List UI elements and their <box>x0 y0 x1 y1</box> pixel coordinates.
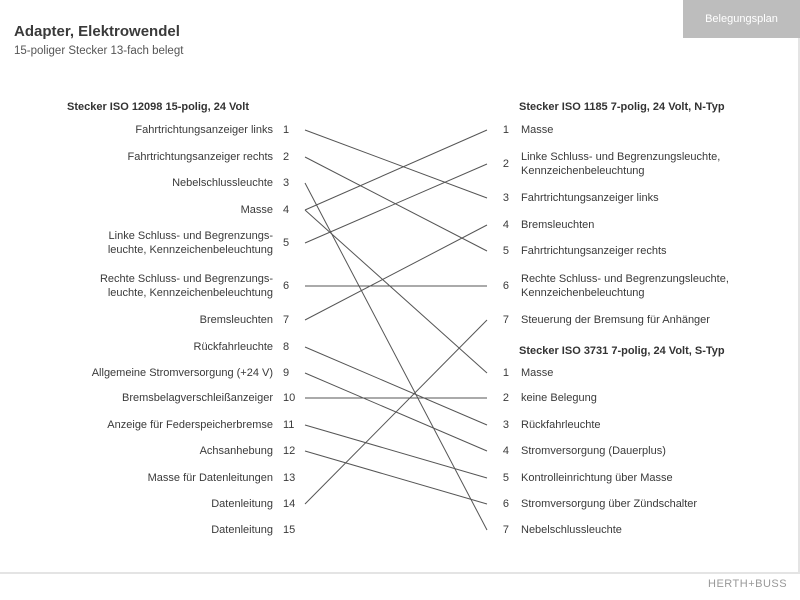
pin-label: Kontrolleinrichtung über Masse <box>521 472 673 484</box>
wire-L14-N7 <box>305 320 487 504</box>
pin-label: Masse <box>521 367 554 379</box>
left-pin-row <box>194 340 300 354</box>
pin-number: 12 <box>283 445 296 457</box>
pin-label: Stromversorgung über Zündschalter <box>521 498 698 510</box>
pin-number: 7 <box>502 524 509 536</box>
left-pin-row <box>200 313 299 327</box>
pin-number: 7 <box>502 314 509 326</box>
pin-number: 4 <box>283 204 290 216</box>
wire-L4-N1 <box>305 130 487 210</box>
pin-number: 15 <box>283 524 296 536</box>
pin-label: Linke Schluss- und Begrenzungs- leuchte, Kennzeichenbeleuchtung <box>107 230 273 256</box>
pin-number: 10 <box>283 392 296 404</box>
pin-label: Nebelschlussleuchte <box>521 524 622 536</box>
pin-number: 1 <box>502 367 509 379</box>
right-pin-row-s <box>499 471 673 485</box>
pin-label: Steuerung der Bremsung für Anhänger <box>521 314 710 326</box>
pin-label: Bremsbelagverschleißanzeiger <box>121 392 273 404</box>
pin-number: 7 <box>283 314 290 326</box>
pin-number: 1 <box>283 124 290 136</box>
pin-label: Rückfahrleuchte <box>521 419 601 431</box>
pin-number: 1 <box>502 124 509 136</box>
pin-label: Nebelschlussleuchte <box>172 177 273 189</box>
pin-label: keine Belegung <box>521 392 597 404</box>
plan-badge: Belegungsplan <box>683 0 800 38</box>
page-title: Adapter, Elektrowendel <box>14 23 180 40</box>
pin-number: 5 <box>502 245 509 257</box>
pin-label: Stromversorgung (Dauerplus) <box>521 445 666 457</box>
wire-L1-N3 <box>305 130 487 198</box>
pin-number: 6 <box>502 498 509 510</box>
right-pin-row-n <box>499 123 553 137</box>
pin-label: Datenleitung <box>211 498 273 510</box>
pin-label: Fahrtrichtungsanzeiger rechts <box>127 151 273 163</box>
brand-logo: HERTH+BUSS <box>708 578 788 590</box>
pin-number: 5 <box>502 472 509 484</box>
right-pin-row-n <box>499 218 594 232</box>
left-pin-row <box>135 123 299 137</box>
pin-label: Rückfahrleuchte <box>193 341 273 353</box>
right-connector-header-s: Stecker ISO 3731 7-polig, 24 Volt, S-Typ <box>519 345 725 357</box>
page-subtitle: 15-poliger Stecker 13-fach belegt <box>14 45 184 57</box>
wire-L8-S3 <box>305 347 487 425</box>
left-pin-row <box>211 497 299 511</box>
pin-number: 3 <box>283 177 290 189</box>
right-pin-row-s <box>499 444 666 458</box>
right-pin-row-s <box>499 391 597 405</box>
pin-label: Achsanhebung <box>199 445 273 457</box>
pin-label: Rechte Schluss- und Begrenzungs- leuchte, Kennzeichenbeleuchtung <box>99 273 273 299</box>
left-pin-row <box>200 444 299 458</box>
pin-number: 4 <box>502 445 509 457</box>
left-connector-header: Stecker ISO 12098 15-polig, 24 Volt <box>67 101 249 113</box>
pin-label: Masse für Datenleitungen <box>147 472 273 484</box>
pin-number: 2 <box>283 151 290 163</box>
pin-number: 11 <box>283 419 295 431</box>
pin-label: Fahrtrichtungsanzeiger rechts <box>521 245 667 257</box>
left-pin-row <box>148 471 299 485</box>
pin-number: 8 <box>283 341 290 353</box>
right-pin-row-s <box>499 523 622 537</box>
pin-number: 3 <box>502 192 509 204</box>
right-pin-row-s <box>499 418 601 432</box>
pin-label: Masse <box>521 124 554 136</box>
right-pin-row-n <box>499 313 710 327</box>
wire-L11-S5 <box>305 425 487 478</box>
pin-number: 3 <box>502 419 509 431</box>
right-pin-row-s <box>499 366 553 380</box>
left-pin-row <box>100 272 299 300</box>
wire-L5-N2 <box>305 164 487 243</box>
right-connector-header-n: Stecker ISO 1185 7-polig, 24 Volt, N-Typ <box>519 101 725 113</box>
left-pin-row <box>127 150 299 164</box>
pin-label: Linke Schluss- und Begrenzungsleuchte, Kennzeichenbeleuchtung <box>521 151 721 177</box>
right-pin-row-n <box>499 272 729 300</box>
left-pin-row <box>241 203 299 217</box>
pin-label: Allgemeine Stromversorgung (+24 V) <box>91 367 273 379</box>
right-pin-row-s <box>499 497 697 511</box>
left-pin-row <box>211 523 299 537</box>
pin-number: 5 <box>283 237 290 249</box>
left-pin-row <box>172 176 299 190</box>
pin-label: Anzeige für Federspeicherbremse <box>107 419 273 431</box>
left-pin-row <box>107 418 299 432</box>
pin-number: 9 <box>283 367 290 379</box>
pin-label: Fahrtrichtungsanzeiger links <box>521 192 659 204</box>
wire-L7-N4 <box>305 225 487 320</box>
left-pin-row <box>122 391 299 405</box>
right-pin-row-n <box>499 244 667 258</box>
pin-label: Bremsleuchten <box>199 314 273 326</box>
pin-number: 6 <box>283 280 290 292</box>
pin-number: 6 <box>502 280 509 292</box>
pin-label: Rechte Schluss- und Begrenzungsleuchte, Kennzeichenbeleuchtung <box>521 273 729 299</box>
pin-label: Fahrtrichtungsanzeiger links <box>135 124 273 136</box>
pin-number: 14 <box>283 498 296 510</box>
pin-number: 4 <box>502 219 509 231</box>
pin-label: Masse <box>240 204 273 216</box>
right-pin-row-n <box>499 191 659 205</box>
pin-number: 2 <box>502 158 509 170</box>
right-pin-row-n <box>499 150 720 178</box>
left-pin-row <box>108 229 299 257</box>
pin-number: 2 <box>502 392 509 404</box>
pin-label: Bremsleuchten <box>521 219 595 231</box>
left-pin-row <box>92 366 299 380</box>
wire-L4-S1 <box>305 210 487 373</box>
pin-number: 13 <box>283 472 296 484</box>
pin-label: Datenleitung <box>211 524 273 536</box>
